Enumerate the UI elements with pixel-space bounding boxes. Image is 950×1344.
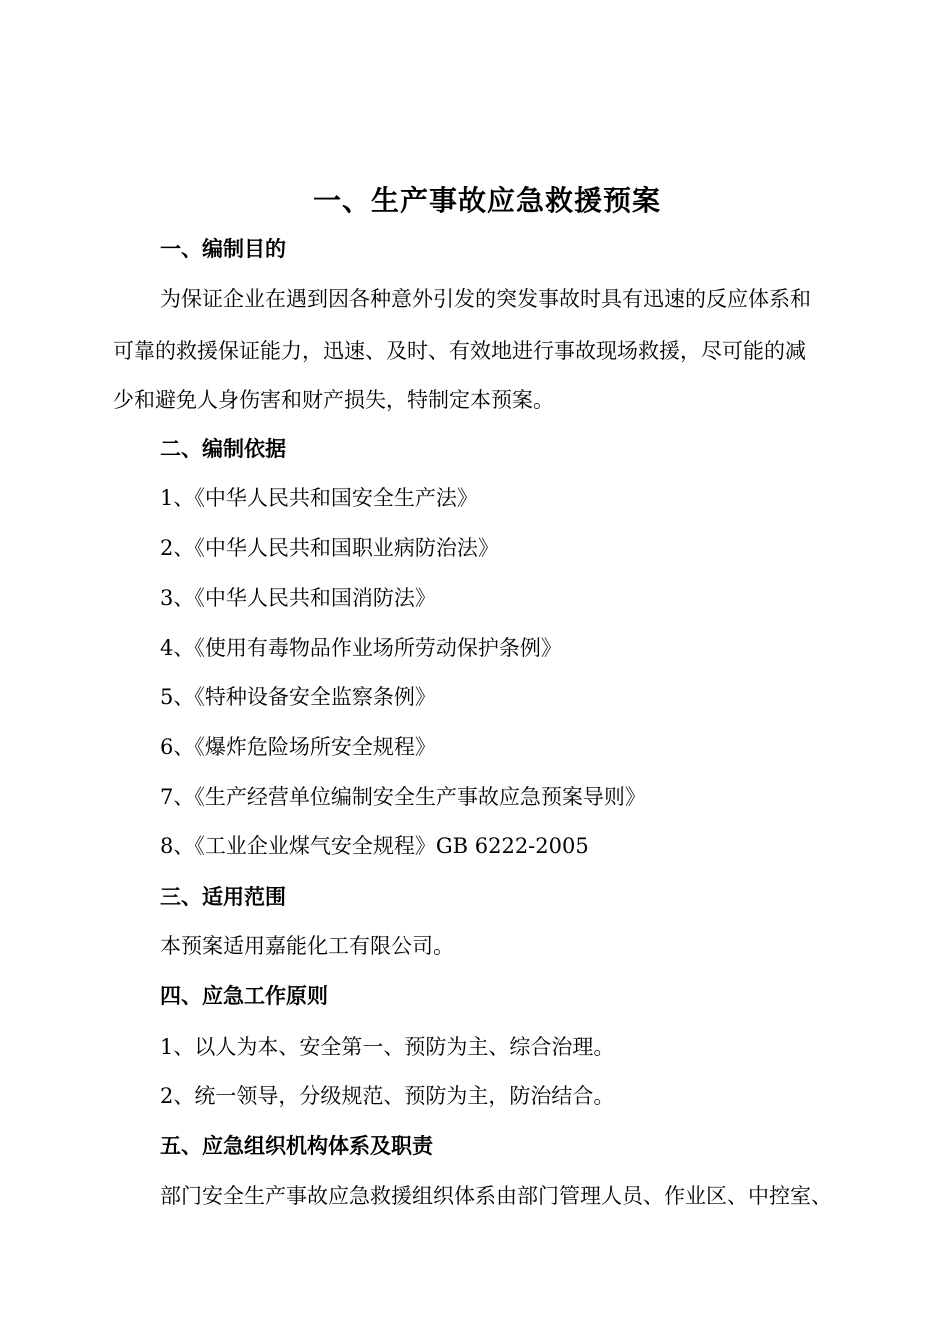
scope-text: 本预案适用嘉能化工有限公司。 [160, 934, 454, 958]
principles-list-item: 2、统一领导，分级规范、预防为主，防治结合。 [160, 1084, 615, 1108]
basis-list-item: 4、《使用有毒物品作业场所劳动保护条例》 [160, 636, 562, 660]
section-heading-scope: 三、适用范围 [160, 884, 286, 909]
organization-text: 部门安全生产事故应急救援组织体系由部门管理人员、作业区、中控室、 [160, 1184, 832, 1208]
basis-list-item: 6、《爆炸危险场所安全规程》 [160, 735, 436, 759]
principles-list-item: 1、以人为本、安全第一、预防为主、综合治理。 [160, 1035, 615, 1059]
basis-list-item: 3、《中华人民共和国消防法》 [160, 586, 436, 610]
basis-list-item: 2、《中华人民共和国职业病防治法》 [160, 536, 499, 560]
section-heading-principles: 四、应急工作原则 [160, 983, 328, 1008]
section-heading-basis: 二、编制依据 [160, 436, 286, 461]
basis-list-item: 5、《特种设备安全监察条例》 [160, 685, 436, 709]
basis-list-item: 7、《生产经营单位编制安全生产事故应急预案导则》 [160, 785, 646, 809]
basis-list-item: 8、《工业企业煤气安全规程》GB 6222-2005 [160, 834, 589, 858]
section-heading-organization: 五、应急组织机构体系及职责 [160, 1133, 433, 1158]
purpose-paragraph-line-1: 为保证企业在遇到因各种意外引发的突发事故时具有迅速的反应体系和 [160, 287, 811, 311]
page-title: 一、生产事故应急救援预案 [312, 184, 661, 217]
purpose-paragraph-line-2: 可靠的救援保证能力，迅速、及时、有效地进行事故现场救援，尽可能的减 [113, 339, 806, 363]
section-heading-purpose: 一、编制目的 [160, 236, 286, 261]
purpose-paragraph-line-3: 少和避免人身伤害和财产损失，特制定本预案。 [113, 388, 554, 412]
basis-list-item: 1、《中华人民共和国安全生产法》 [160, 486, 478, 510]
